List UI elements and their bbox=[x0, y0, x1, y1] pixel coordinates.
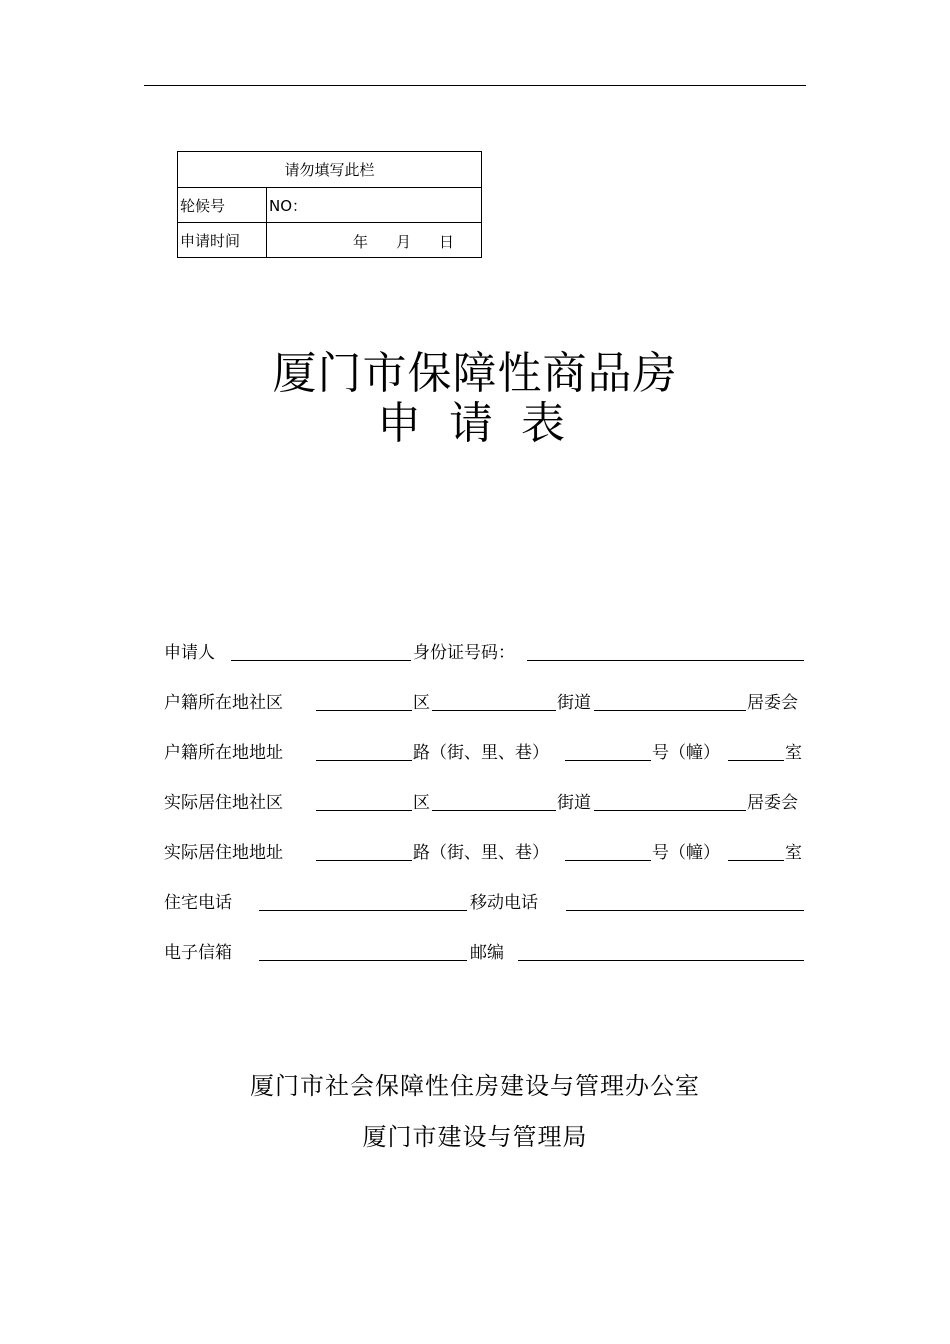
email-row bbox=[164, 936, 804, 962]
id-number-label: 身份证号码： bbox=[413, 643, 515, 663]
number-label: 号（幢） bbox=[652, 843, 720, 863]
postcode-label: 邮编 bbox=[470, 943, 504, 963]
actual-street-field[interactable] bbox=[432, 810, 556, 811]
committee-label: 居委会 bbox=[747, 793, 798, 813]
email-field[interactable] bbox=[259, 960, 467, 961]
form-subtitle: 申请表 bbox=[377, 398, 593, 449]
applicant-label: 申请人 bbox=[164, 643, 215, 663]
postcode-field[interactable] bbox=[518, 960, 804, 961]
email-label: 电子信箱 bbox=[164, 943, 232, 963]
applicant-field[interactable] bbox=[231, 660, 411, 661]
huji-address-label: 户籍所在地地址 bbox=[164, 743, 283, 763]
district-label: 区 bbox=[413, 793, 430, 813]
huji-number-field[interactable] bbox=[565, 760, 651, 761]
queue-number-label: 轮候号 bbox=[178, 188, 267, 223]
issuer-bureau: 厦门市建设与管理局 bbox=[362, 1123, 588, 1151]
actual-district-field[interactable] bbox=[316, 810, 412, 811]
huji-district-field[interactable] bbox=[316, 710, 412, 711]
huji-road-field[interactable] bbox=[316, 760, 412, 761]
queue-number-field[interactable]: NO： bbox=[267, 188, 482, 223]
header-rule bbox=[144, 85, 806, 86]
mobile-phone-field[interactable] bbox=[566, 910, 804, 911]
day-label: 日 bbox=[439, 233, 455, 251]
huji-community-row bbox=[164, 686, 804, 712]
number-label: 号（幢） bbox=[652, 743, 720, 763]
office-use-box bbox=[177, 151, 482, 258]
issuer-office: 厦门市社会保障性住房建设与管理办公室 bbox=[250, 1072, 700, 1100]
huji-street-field[interactable] bbox=[432, 710, 556, 711]
committee-label: 居委会 bbox=[747, 693, 798, 713]
office-box-header: 请勿填写此栏 bbox=[178, 152, 482, 188]
actual-community-label: 实际居住地社区 bbox=[164, 793, 283, 813]
mobile-phone-label: 移动电话 bbox=[470, 893, 538, 913]
actual-committee-field[interactable] bbox=[594, 810, 746, 811]
application-date-field[interactable] bbox=[267, 223, 482, 258]
phone-row bbox=[164, 886, 804, 912]
huji-address-row bbox=[164, 736, 804, 762]
huji-room-field[interactable] bbox=[728, 760, 784, 761]
street-label: 街道 bbox=[557, 693, 591, 713]
id-number-field[interactable] bbox=[527, 660, 804, 661]
year-label: 年 bbox=[353, 233, 369, 251]
actual-room-field[interactable] bbox=[728, 860, 784, 861]
applicant-row bbox=[164, 636, 804, 662]
form-title: 厦门市保障性商品房 bbox=[272, 348, 678, 399]
actual-community-row bbox=[164, 786, 804, 812]
room-label: 室 bbox=[785, 743, 802, 763]
home-phone-field[interactable] bbox=[259, 910, 467, 911]
application-date-label: 申请时间 bbox=[178, 223, 267, 258]
district-label: 区 bbox=[413, 693, 430, 713]
road-label: 路（街、里、巷） bbox=[413, 743, 549, 763]
actual-address-row bbox=[164, 836, 804, 862]
actual-road-field[interactable] bbox=[316, 860, 412, 861]
street-label: 街道 bbox=[557, 793, 591, 813]
actual-number-field[interactable] bbox=[565, 860, 651, 861]
room-label: 室 bbox=[785, 843, 802, 863]
huji-committee-field[interactable] bbox=[594, 710, 746, 711]
huji-community-label: 户籍所在地社区 bbox=[164, 693, 283, 713]
month-label: 月 bbox=[396, 233, 412, 251]
road-label: 路（街、里、巷） bbox=[413, 843, 549, 863]
actual-address-label: 实际居住地地址 bbox=[164, 843, 283, 863]
home-phone-label: 住宅电话 bbox=[164, 893, 232, 913]
